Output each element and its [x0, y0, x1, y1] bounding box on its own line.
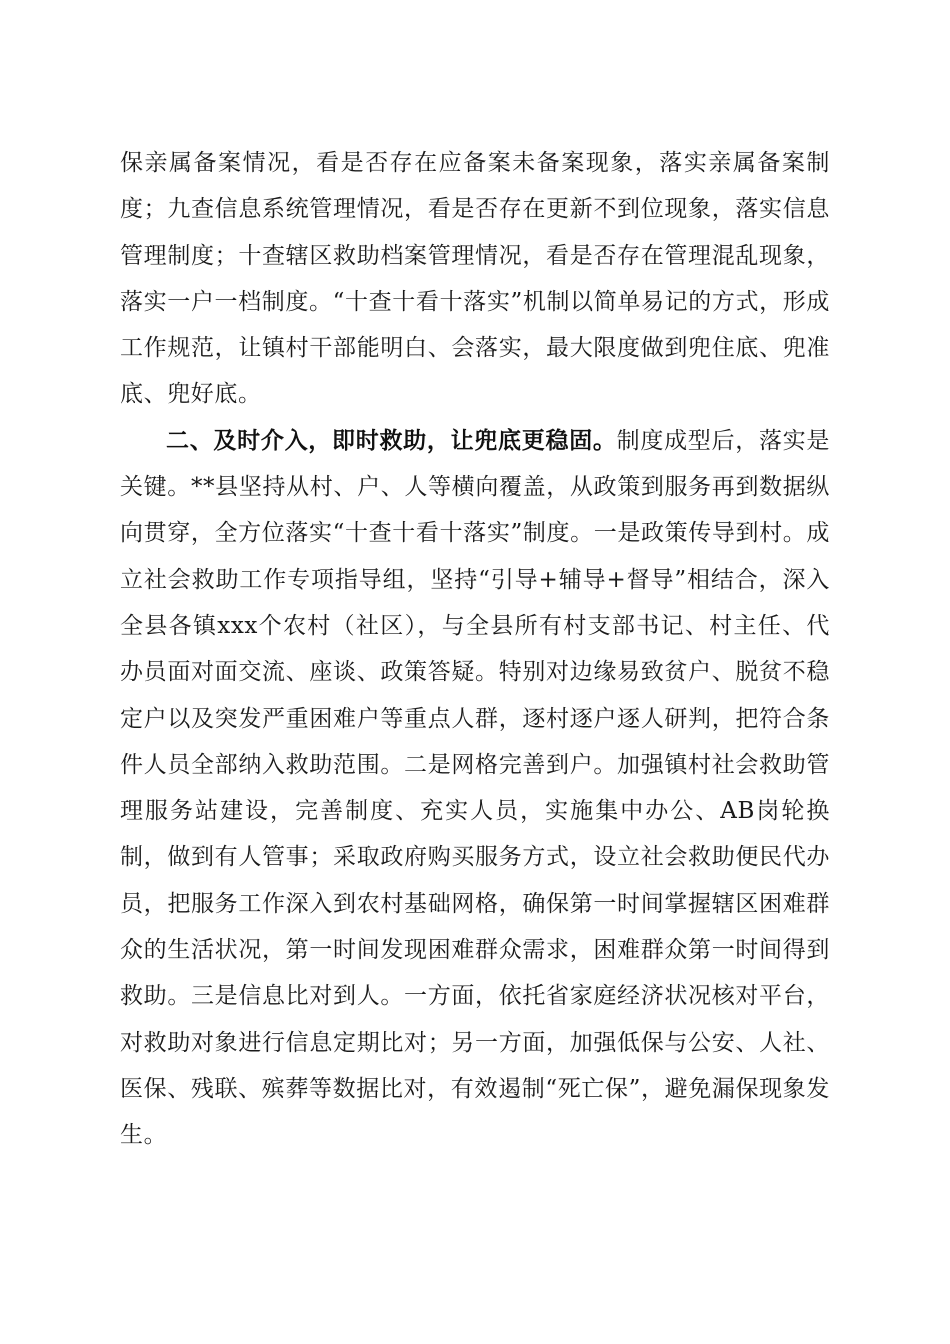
paragraph-1: 保亲属备案情况，看是否存在应备案未备案现象，落实亲属备案制度；九查信息系统管理情况，看是否存在更新不到位现象，落实信息管理制度；十查辖区救助档案管理情况，看是否存在管理混乱现象，落实一户一档制度。“十查十看十落实”机制以简单易记的方式，形成工作规范，让镇村干部能明白、会落实，最大限度做到兜住底、兜准底、兜好底。 [120, 150, 830, 408]
document-body [120, 140, 830, 1159]
section-heading: 二、及时介入，即时救助，让兜底更稳固。 [166, 427, 617, 454]
paragraph-2-body: 制度成型后，落实是关键。**县坚持从村、户、人等横向覆盖，从政策到服务再到数据纵向贯穿，全方位落实“十查十看十落实”制度。一是政策传导到村。成立社会救助工作专项指导组，坚持“引导+辅导+督导”相结合，深入全县各镇xxx个农村（社区），与全县所有村支部书记、村主任、代办员面对面交流、座谈、政策答疑。特别对边缘易致贫户、脱贫不稳定户以及突发严重困难户等重点人群，逐村逐户逐人研判，把符合条件人员全部纳入救助范围。二是网格完善到户。加强镇村社会救助管理服务站建设，完善制度、充实人员，实施集中办公、AB岗轮换制，做到有人管事；采取政府购买服务方式，设立社会救助便民代办员，把服务工作深入到农村基础网格，确保第一时间掌握辖区困难群众的生活状况，第一时间发现困难群众需求，困难群众第一时间得到救助。三是信息比对到人。一方面，依托省家庭经济状况核对平台，对救助对象进行信息定期比对；另一方面，加强低保与公安、人社、医保、残联、殡葬等数据比对，有效遏制“死亡保”，避免漏保现象发生。 [120, 427, 831, 1149]
paragraph-2 [120, 418, 830, 1159]
